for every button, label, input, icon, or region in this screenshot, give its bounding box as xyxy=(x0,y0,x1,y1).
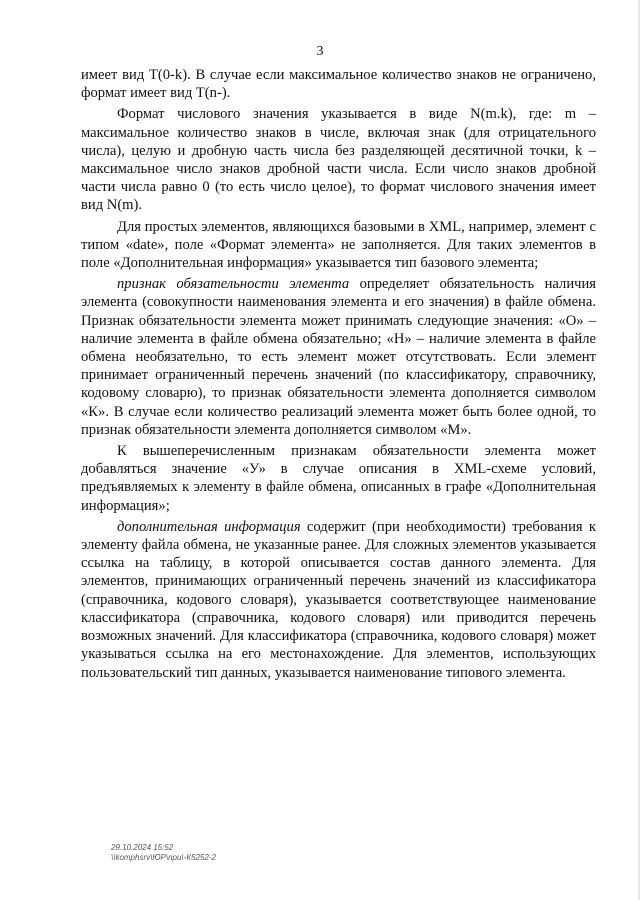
page-number: 3 xyxy=(316,44,324,59)
paragraph xyxy=(81,275,596,439)
term-italic: признак обязательности элемента xyxy=(117,276,350,293)
paragraph xyxy=(81,442,596,515)
footer-file-path: \\komphsrv\ЮР\npu\-К5252-2 xyxy=(111,853,216,862)
document-body xyxy=(81,66,596,685)
paragraph xyxy=(81,218,596,273)
paragraph-text: К вышеперечисленным признакам обязательности элемента может добавляться значение «У» в случае описания в XML-схеме условий, предъявляемых к элементу в файле обмена, описанных в графе «Дополнительная информация»; xyxy=(81,443,596,514)
paragraph-text: Формат числового значения указывается в виде N(m.k), где: m – максимальное количество знаков в числе, включая знак (для отрицательного числа), целую и дробную часть числа без разделяющей десятичной точки, k – максимальное число знаков дробной части числа. Если число знаков дробной части числа равно 0 (то есть число целое), то формат числового значения имеет вид N(m). xyxy=(81,106,596,214)
paragraph xyxy=(81,105,596,214)
paragraph-text: Для простых элементов, являющихся базовыми в XML, например, элемент с типом «date», поле «Формат элемента» не заполняется. Для таких элементов в поле «Дополнительная информация» указывается тип базового элемента; xyxy=(81,218,596,272)
paragraph-text: определяет обязательность наличия элемента (совокупности наименования элемента и его значения) в файле обмена. Признак обязательности элемента может принимать следующие значения: «О» – наличие элемента в файле обмена обязательно; «Н» – наличие элемента в файле обмена необязательно, то есть элемент может отсутствовать. Если элемент принимает ограниченный перечень значений (по классификатору, справочнику, кодовому словарю), то признак обязательности элемента дополняется символом «К». В случае если количество реализаций элемента может быть более одной, то признак обязательности элемента дополняется символом «М». xyxy=(81,276,596,438)
paragraph xyxy=(81,66,596,102)
paragraph-text: имеет вид Т(0-k). В случае если максимальное количество знаков не ограничено, формат имеет вид Т(n-). xyxy=(81,67,596,102)
term-italic: дополнительная информация xyxy=(117,518,301,535)
paragraph xyxy=(81,518,596,682)
footer-timestamp: 29.10.2024 15:52 xyxy=(111,843,174,852)
paragraph-text: содержит (при необходимости) требования к элементу файла обмена, не указанные ранее. Для сложных элементов указывается ссылка на таблицу, в которой описывается состав данного элемента. Для элементов, принимающих ограниченный перечень значений из классификатора (справочника, кодового словаря), указывается соответствующее наименование классификатора (справочника, кодового словаря) или приводится перечень возможных значений. Для классификатора (справочника, кодового словаря) может указываться ссылка на его местонахождение. Для элементов, использующих пользовательский тип данных, указывается наименование типового элемента. xyxy=(81,518,597,681)
document-footer xyxy=(111,843,216,863)
